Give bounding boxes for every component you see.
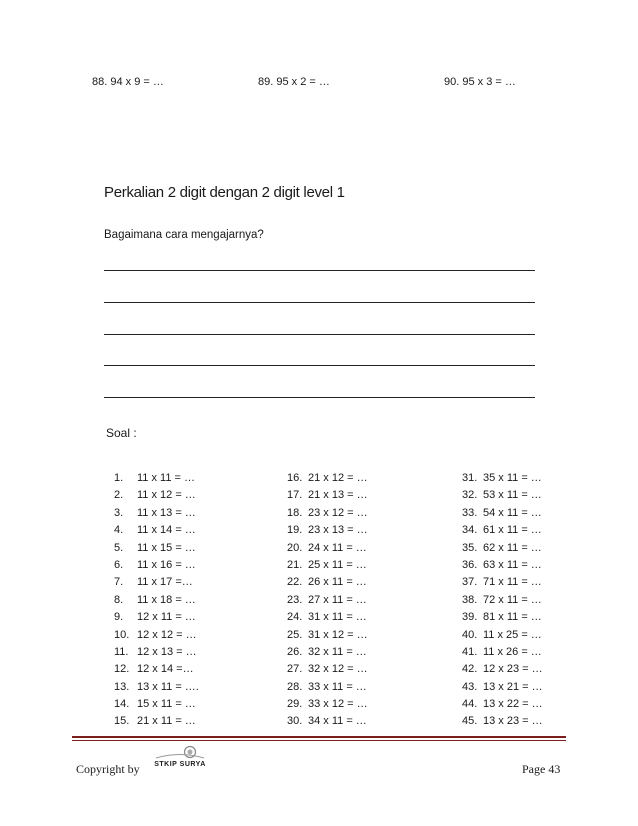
answer-line (104, 397, 535, 398)
logo-emblem-icon (150, 745, 210, 761)
problem-text: 35 x 11 = … (483, 472, 542, 484)
problem-text: 21 x 12 = … (308, 472, 368, 484)
problem-text: 33 x 11 = … (308, 680, 367, 693)
problem-number: 9. (114, 611, 124, 624)
problem-item (114, 592, 199, 609)
problem-text: 61 x 11 = … (483, 524, 542, 537)
problem-number: 19. (287, 524, 303, 537)
problem-text: 13 x 21 = … (483, 680, 543, 693)
problem-number: 40. (462, 628, 478, 641)
soal-label: Soal : (106, 426, 137, 440)
problem-number: 18. (287, 506, 303, 519)
problem-number: 41. (462, 645, 478, 658)
problem-text: 23 x 12 = … (308, 506, 368, 519)
problem-item (462, 627, 543, 644)
problem-item (114, 627, 199, 644)
problem-column-3 (462, 470, 543, 731)
problem-number: 36. (462, 558, 478, 571)
problem-text: 23 x 13 = … (308, 524, 368, 537)
problem-text: 21 x 13 = … (308, 489, 368, 502)
problem-number: 24. (287, 611, 303, 624)
answer-line (104, 302, 535, 303)
problem-text: 11 x 13 = … (137, 506, 196, 519)
problem-number: 25. (287, 628, 303, 641)
problem-item (462, 644, 543, 661)
problem-item (287, 713, 368, 730)
problem-item (462, 661, 543, 678)
problem-text: 32 x 11 = … (308, 645, 367, 658)
problem-item (287, 627, 368, 644)
problem-text: 12 x 23 = … (483, 663, 543, 676)
problem-item (114, 540, 199, 557)
logo-text: STKIP SURYA (154, 761, 206, 768)
problem-item (462, 592, 543, 609)
problem-text: 24 x 11 = … (308, 541, 367, 554)
problem-text: 81 x 11 = … (483, 611, 542, 624)
answer-line (104, 334, 535, 335)
problem-number: 34. (462, 524, 478, 537)
problem-number: 10. (114, 628, 130, 641)
problem-number: 15. (114, 715, 130, 728)
question-89: 89. 95 x 2 = … (258, 76, 330, 88)
problem-text: 26 x 11 = … (308, 576, 367, 589)
problem-text: 11 x 14 = … (137, 524, 196, 537)
problem-number: 29. (287, 698, 303, 711)
problem-text: 11 x 25 = … (483, 628, 542, 641)
problem-item (114, 522, 199, 539)
problem-number: 31. (462, 472, 478, 484)
section-heading: Perkalian 2 digit dengan 2 digit level 1 (104, 184, 345, 201)
problem-text: 15 x 11 = … (137, 698, 196, 711)
problem-number: 35. (462, 541, 478, 554)
problem-item (287, 609, 368, 626)
problem-text: 72 x 11 = … (483, 593, 542, 606)
problem-item (462, 696, 543, 713)
problem-text: 11 x 16 = … (137, 558, 196, 571)
problem-item (287, 487, 368, 504)
question-90: 90. 95 x 3 = … (444, 76, 516, 88)
problem-item (287, 540, 368, 557)
problem-item (462, 487, 543, 504)
problem-item (462, 609, 543, 626)
problem-number: 22. (287, 576, 303, 589)
problem-item (462, 679, 543, 696)
problem-text: 32 x 12 = … (308, 663, 368, 676)
problem-item (114, 696, 199, 713)
problem-number: 20. (287, 541, 303, 554)
problem-number: 11. (114, 645, 129, 658)
problem-item (462, 540, 543, 557)
problem-text: 13 x 22 = … (483, 698, 543, 711)
problem-number: 14. (114, 698, 130, 711)
problem-number: 45. (462, 715, 478, 728)
problem-item (114, 557, 199, 574)
problem-number: 7. (114, 576, 124, 589)
stkip-surya-logo (150, 745, 210, 779)
problem-item (114, 644, 199, 661)
problem-text: 12 x 11 = … (137, 611, 196, 624)
problem-item (462, 574, 543, 591)
problem-number: 3. (114, 506, 124, 519)
problem-number: 21. (287, 558, 303, 571)
problem-item (114, 609, 199, 626)
problem-number: 38. (462, 593, 478, 606)
problem-item (287, 522, 368, 539)
problem-text: 11 x 15 = … (137, 541, 196, 554)
problem-text: 11 x 11 = … (137, 472, 195, 484)
problem-item (287, 661, 368, 678)
problem-number: 17. (287, 489, 303, 502)
problem-text: 34 x 11 = … (308, 715, 367, 728)
problem-text: 11 x 18 = … (137, 593, 196, 606)
problem-text: 54 x 11 = … (483, 506, 542, 519)
problem-text: 31 x 11 = … (308, 611, 367, 624)
problem-number: 8. (114, 593, 124, 606)
problem-number: 43. (462, 680, 478, 693)
problem-text: 62 x 11 = … (483, 541, 542, 554)
problem-number: 37. (462, 576, 478, 589)
footer-rule (72, 736, 566, 738)
problem-number: 39. (462, 611, 478, 624)
problem-number: 1. (114, 472, 124, 484)
problem-item (114, 505, 199, 522)
problem-text: 12 x 13 = … (137, 645, 197, 658)
problem-text: 27 x 11 = … (308, 593, 367, 606)
problem-item (287, 679, 368, 696)
problem-text: 31 x 12 = … (308, 628, 368, 641)
problem-number: 12. (114, 663, 130, 676)
problem-text: 53 x 11 = … (483, 489, 542, 502)
problem-number: 5. (114, 541, 124, 554)
problem-item (114, 470, 199, 487)
problem-item (287, 696, 368, 713)
problem-text: 12 x 12 = … (137, 628, 197, 641)
problem-text: 13 x 11 = …. (137, 680, 199, 693)
problem-item (287, 470, 368, 487)
question-88: 88. 94 x 9 = … (92, 76, 164, 88)
page-number: Page 43 (522, 762, 561, 776)
problem-number: 16. (287, 472, 303, 484)
teaching-question: Bagaimana cara mengajarnya? (104, 229, 264, 241)
problem-number: 26. (287, 645, 303, 658)
problem-text: 25 x 11 = … (308, 558, 367, 571)
problem-item (287, 574, 368, 591)
problem-number: 28. (287, 680, 303, 693)
problem-item (287, 557, 368, 574)
problem-item (287, 505, 368, 522)
copyright-text: Copyright by (76, 762, 140, 776)
problem-number: 6. (114, 558, 124, 571)
problem-number: 27. (287, 663, 303, 676)
answer-line (104, 365, 535, 366)
problem-number: 13. (114, 680, 130, 693)
problem-number: 4. (114, 524, 124, 537)
problem-text: 11 x 17 =… (137, 576, 193, 589)
problem-item (114, 679, 199, 696)
problem-text: 11 x 12 = … (137, 489, 196, 502)
problem-text: 71 x 11 = … (483, 576, 542, 589)
problem-text: 12 x 14 =… (137, 663, 194, 676)
problem-number: 33. (462, 506, 478, 519)
problem-number: 42. (462, 663, 478, 676)
problem-item (462, 470, 543, 487)
problem-text: 11 x 26 = … (483, 645, 542, 658)
problem-item (114, 487, 199, 504)
problem-number: 44. (462, 698, 478, 711)
problem-number: 30. (287, 715, 303, 728)
problem-text: 13 x 23 = … (483, 715, 543, 728)
problem-item (114, 661, 199, 678)
problem-number: 2. (114, 489, 124, 502)
problem-number: 23. (287, 593, 303, 606)
problem-item (287, 644, 368, 661)
problem-item (114, 574, 199, 591)
problem-item (462, 713, 543, 730)
problem-item (462, 505, 543, 522)
problem-number: 32. (462, 489, 478, 502)
footer-rule-thin (72, 740, 566, 741)
problem-item (462, 557, 543, 574)
problem-text: 21 x 11 = … (137, 715, 196, 728)
problem-item (287, 592, 368, 609)
problem-column-1 (114, 470, 199, 731)
problem-text: 33 x 12 = … (308, 698, 368, 711)
answer-line (104, 270, 535, 271)
problem-text: 63 x 11 = … (483, 558, 542, 571)
problem-column-2 (287, 470, 368, 731)
problem-item (114, 713, 199, 730)
problem-item (462, 522, 543, 539)
